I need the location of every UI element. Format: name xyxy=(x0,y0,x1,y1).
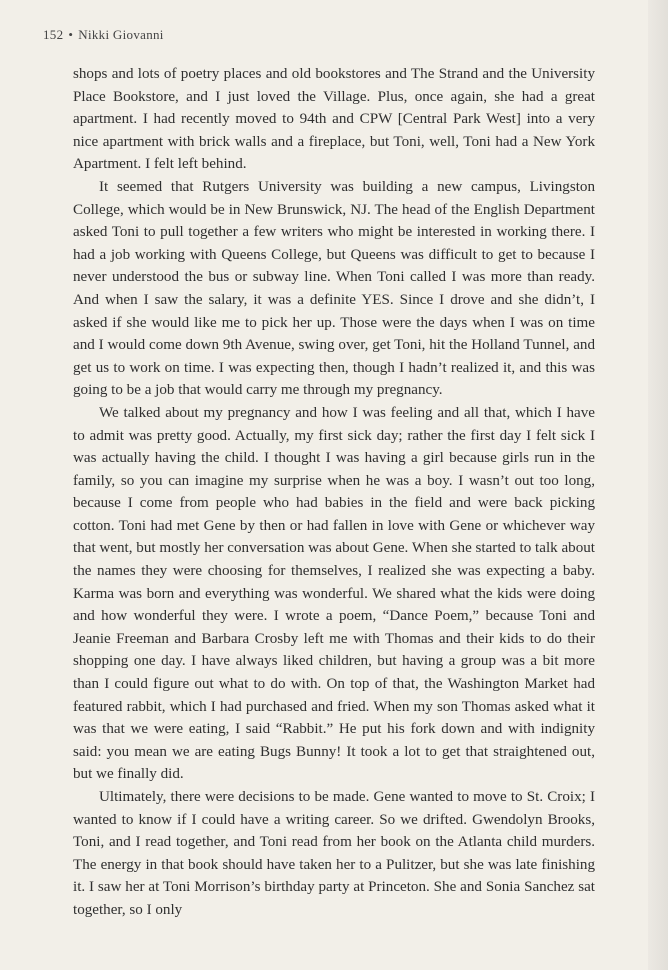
author-name: Nikki Giovanni xyxy=(78,27,164,42)
paragraph: It seemed that Rutgers University was building a new campus, Livingston College, which would be in New Brunswick, NJ. The head of the English Department asked Toni to pull together a few writers who might be interested in working there. I had a job working with Queens College, but Queens was difficult to get to because I never understood the bus or subway line. When Toni called I was more than ready. And when I saw the salary, it was a definite YES. Since I drove and she didn’t, I asked if she would like me to pick her up. Those were the days when I was on time and I would come down 9th Avenue, swing over, get Toni, hit the Holland Tunnel, and get us to work on time. I was expecting then, though I hadn’t realized it, and this was going to be a job that would carry me through my pregnancy. xyxy=(73,178,595,399)
page-gutter xyxy=(648,0,668,970)
page-number: 152 xyxy=(43,27,64,42)
separator-bullet: • xyxy=(68,27,74,42)
paragraph: We talked about my pregnancy and how I was feeling and all that, which I have to admit was pretty good. Actually, my first sick day; rather the first day I felt sick I was actually having the child. I thought I was having a girl because girls run in the family, so you can imagine my surprise when he was a boy. I wasn’t out too long, because I come from people who had babies in the field and were back picking cotton. Toni had met Gene by then or had fallen in love with Gene or whichever way that went, but mostly her conversation was about Gene. When she started to talk about the names they were choosing for themselves, I realized she was expecting a baby. Karma was born and everything was wonderful. We shared what the kids were doing and how wonderful they were. I wrote a poem, “Dance Poem,” because Toni and Jeanie Freeman and Barbara Crosby left me with Thomas and their kids to do their shopping one day. I have always liked children, but having a group was a bit more than I could figure out what to do with. On top of that, the Washington Market had featured rabbit, which I had purchased and fried. When my son Thomas asked what it was that we were eating, I said “Rabbit.” He put his fork down and with indignity said: you mean we are eating Bugs Bunny! It took a lot to get that straightened out, but we finally did. xyxy=(73,404,596,783)
body-text xyxy=(73,63,595,922)
paragraph: shops and lots of poetry places and old bookstores and The Strand and the University Place Bookstore, and I just loved the Village. Plus, once again, she had a great apartment. I had recently moved to 94th and CPW [Central Park West] into a very nice apartment with brick walls and a fireplace, but Toni, well, Toni had a New York Apartment. I felt left behind. xyxy=(73,66,595,173)
paragraph: Ultimately, there were decisions to be made. Gene wanted to move to St. Croix; I wanted to know if I could have a writing career. So we drifted. Gwendolyn Brooks, Toni, and I read together, and Toni read from her book on the Atlanta child murders. The energy in that book should have taken her to a Pulitzer, but she was late finishing it. I saw her at Toni Morrison’s birthday party at Princeton. She and Sonia Sanchez sat together, so I only xyxy=(73,789,595,918)
running-head xyxy=(43,27,164,43)
